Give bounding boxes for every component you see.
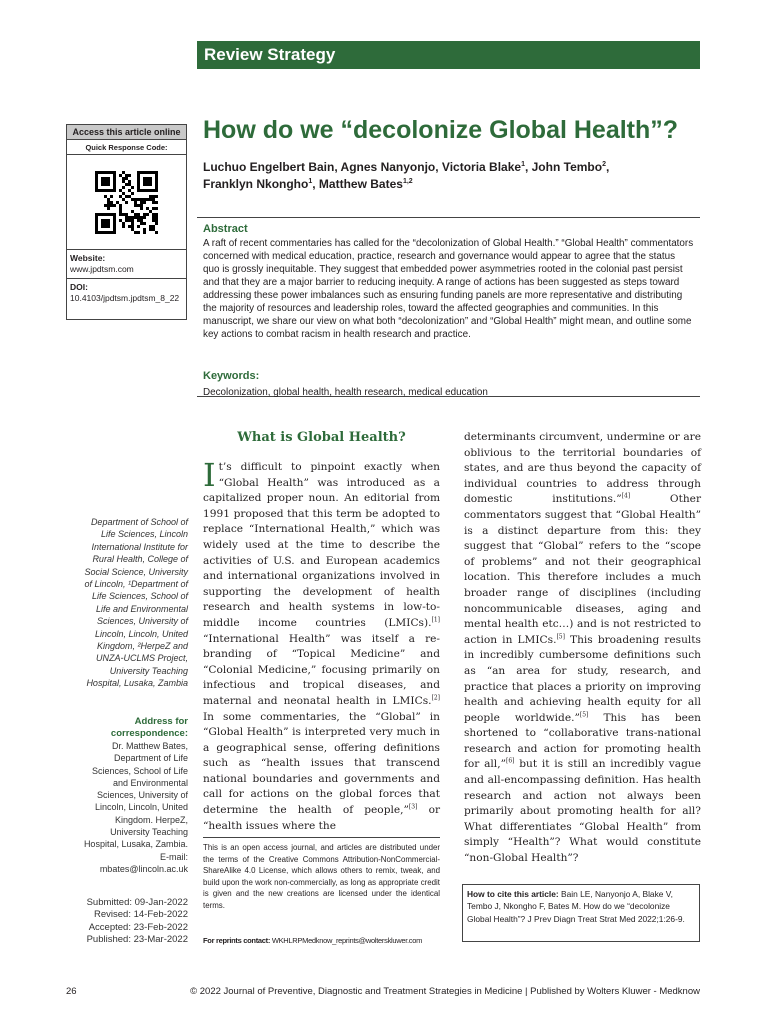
reprints-email[interactable]: WKHLRPMedknow_reprints@wolterskluwer.com [270, 936, 423, 945]
qr-code-area [67, 155, 186, 250]
reprints-contact [203, 936, 453, 945]
body-text: determinants circumvent, undermine or are oblivious to the territorial boundaries of states, and are thus beyond the capacity of individual countries to address through domestic institutions.” [464, 431, 701, 506]
page-number: 26 [66, 986, 77, 997]
citation-ref[interactable]: [4] [621, 492, 631, 500]
qr-label: Quick Response Code: [67, 140, 186, 155]
body-column-2 [464, 430, 701, 867]
correspondence-address: Dr. Matthew Bates, Department of Life Sciences, School of Life and Environmental Sciences, University of Lincoln, Lincoln, United Kingdom. HerpeZ, University Teaching Hospital, Lusaka, Zambia. [83, 741, 188, 850]
author-affiliations: Department of School of Life Sciences, Lincoln International Institute for Rural Health, College of Social Science, University of Lincoln, ¹Department of Life Sciences, School of Life and Environmental Sciences, University of Lincoln, Lincoln, United Kingdom, ²HerpeZ and UNZA-UCLMS Project, University Teaching Hospital, Lusaka, Zambia [84, 517, 188, 689]
keywords-section [203, 370, 698, 399]
qr-module [155, 231, 158, 234]
section-heading: What is Global Health? [237, 430, 406, 445]
authors-text: , Matthew Bates [312, 177, 403, 191]
date-accepted: Accepted: 23-Feb-2022 [88, 921, 188, 933]
affil-sup: 1 [308, 178, 313, 185]
body-column-1 [203, 456, 441, 834]
citation-ref[interactable]: [6] [505, 757, 515, 765]
correspondence-email[interactable]: E-mail: mbates@lincoln.ac.uk [99, 851, 188, 874]
affil-sup: 1,2 [402, 178, 413, 185]
footer-text: © 2022 Journal of Preventive, Diagnostic and Treatment Strategies in Medicine | Published by Wolters Kluwer - Medknow [190, 986, 700, 997]
article-dates [66, 897, 188, 946]
citation-ref[interactable]: [5] [556, 633, 565, 641]
citation-ref[interactable]: [3] [408, 803, 418, 811]
body-text: Other commentators suggest that “Global Health” is a distinct departure from this: they suggest that “Global” refers to the “scope of problems” and not their geographical location. This therefore includes a much broader range of disciplines (including noncommunicable diseases, aging and mental health etc…) and is not restricted to action in LMICs. [464, 493, 702, 646]
body-text: “International Health” was itself a re-branding of “Topical Medicine” and “Colonial Medicine,” focusing primarily on infectious and tropical diseases, and maternal and neonatal health in LMICs. [203, 632, 440, 707]
abstract-text: A raft of recent commentaries has called for the “decolonization of Global Health.” “Global Health” commentators concerned with medical education, practice, research and governance would appear to agree that the status quo is grossly inequitable. They suggest that embedded power asymmetries rooted in the colonial past persist and that they are a major barrier to reducing inequity. A range of actions has been suggested as steps toward addressing these power imbalances such as ensuring funding panels are more representative and distributing the majority of resources and leadership roles, toward the affected geographies and communities. In this manuscript, we share our view on what both “decolonization” and “Global Health” might mean, and outline some key actions to combat racism in health research and practice. [203, 238, 694, 340]
license-notice: This is an open access journal, and articles are distributed under the terms of the Creative Commons Attribution-NonCommercial-ShareAlike 4.0 License, which allows others to remix, tweak, and build upon the work non-commercially, as long as appropriate credit is given and the new creations are licensed under the identical terms. [203, 837, 440, 911]
article-title: How do we “decolonize Global Health”? [203, 116, 679, 144]
authors-text: , [605, 160, 610, 174]
citation-ref[interactable]: [1] [431, 616, 440, 624]
reprints-label: For reprints contact: [203, 936, 271, 945]
date-revised: Revised: 14-Feb-2022 [94, 909, 188, 921]
body-text: but it is still an incredibly vague and all-encompassing definition. Has health research and action not always been primarily about promoting health for all? What differentiates “Global Health” from simply “Health”? What would constitute “non-Global Health”? [464, 758, 701, 865]
authors-text: , John Tembo [524, 160, 603, 174]
authors-text: Luchuo Engelbert Bain, Agnes Nanyonjo, Victoria Blake [203, 160, 522, 174]
access-article-box [66, 124, 187, 320]
body-text: This has been shortened to “collaborative trans-national research and action for promoting health for all,” [464, 711, 701, 771]
keywords-text: Decolonization, global health, health research, medical education [203, 387, 488, 398]
doi-link[interactable]: 10.4103/jpdtsm.jpdtsm_8_22 [70, 293, 180, 303]
doi-label: DOI: [70, 282, 88, 292]
body-text: t’s difficult to pinpoint exactly when “Global Health” was introduced as a capitalized proper noun. An editorial from 1991 proposed that this term be adopted to replace “International Health,” which was widely used at the time to describe the activities of U.S. and European academics and international organizations involved in supporting the development of health research and health systems in low-to-middle income countries (LMICs). [203, 461, 440, 629]
page-footer [66, 986, 700, 997]
website-label: Website: [70, 253, 106, 263]
affil-sup: 2 [602, 161, 606, 168]
date-submitted: Submitted: 09-Jan-2022 [86, 897, 188, 908]
website-row [67, 250, 186, 279]
access-heading: Access this article online [67, 125, 186, 140]
section-banner [197, 41, 700, 69]
citation-box [462, 884, 700, 942]
citation-ref[interactable]: [5] [579, 711, 589, 719]
authors-text: Franklyn Nkongho [203, 177, 309, 191]
qr-code-icon[interactable] [95, 171, 158, 234]
body-text: This broadening results in incredibly cumbersome definitions such as “an area for study, research, and practice that places a priority on improving health and achieving health equity for all people worldwide.” [464, 633, 701, 724]
affil-sup: 1 [521, 161, 525, 168]
drop-cap: I [203, 456, 216, 494]
section-label: Review Strategy [204, 45, 336, 64]
body-text: In some commentaries, the “Global” in “Global Health” is interpreted very much in a geographical sense, offering definitions such as “health issues that transcend national boundaries and governments and call for actions on the global forces that determine the health of people,” [203, 710, 440, 817]
citation-text: Bain LE, Nanyonjo A, Blake V, Tembo J, Nkongho F, Bates M. How do we “decolonize Global Health”? J Prev Diagn Treat Strat Med 2022;1:26-9. [467, 889, 685, 924]
citation-label: How to cite this article: [467, 889, 559, 899]
author-list [203, 159, 703, 193]
date-published: Published: 23-Mar-2022 [86, 933, 188, 945]
doi-row [67, 279, 186, 307]
abstract-heading: Abstract [203, 223, 248, 235]
keywords-heading: Keywords: [203, 370, 260, 382]
correspondence-block [76, 716, 188, 875]
body-text: or “health issues where the [203, 804, 441, 832]
website-link[interactable]: www.jpdtsm.com [70, 264, 134, 274]
correspondence-heading: Address for correspondence: [110, 716, 188, 739]
citation-ref[interactable]: [2] [431, 694, 440, 702]
